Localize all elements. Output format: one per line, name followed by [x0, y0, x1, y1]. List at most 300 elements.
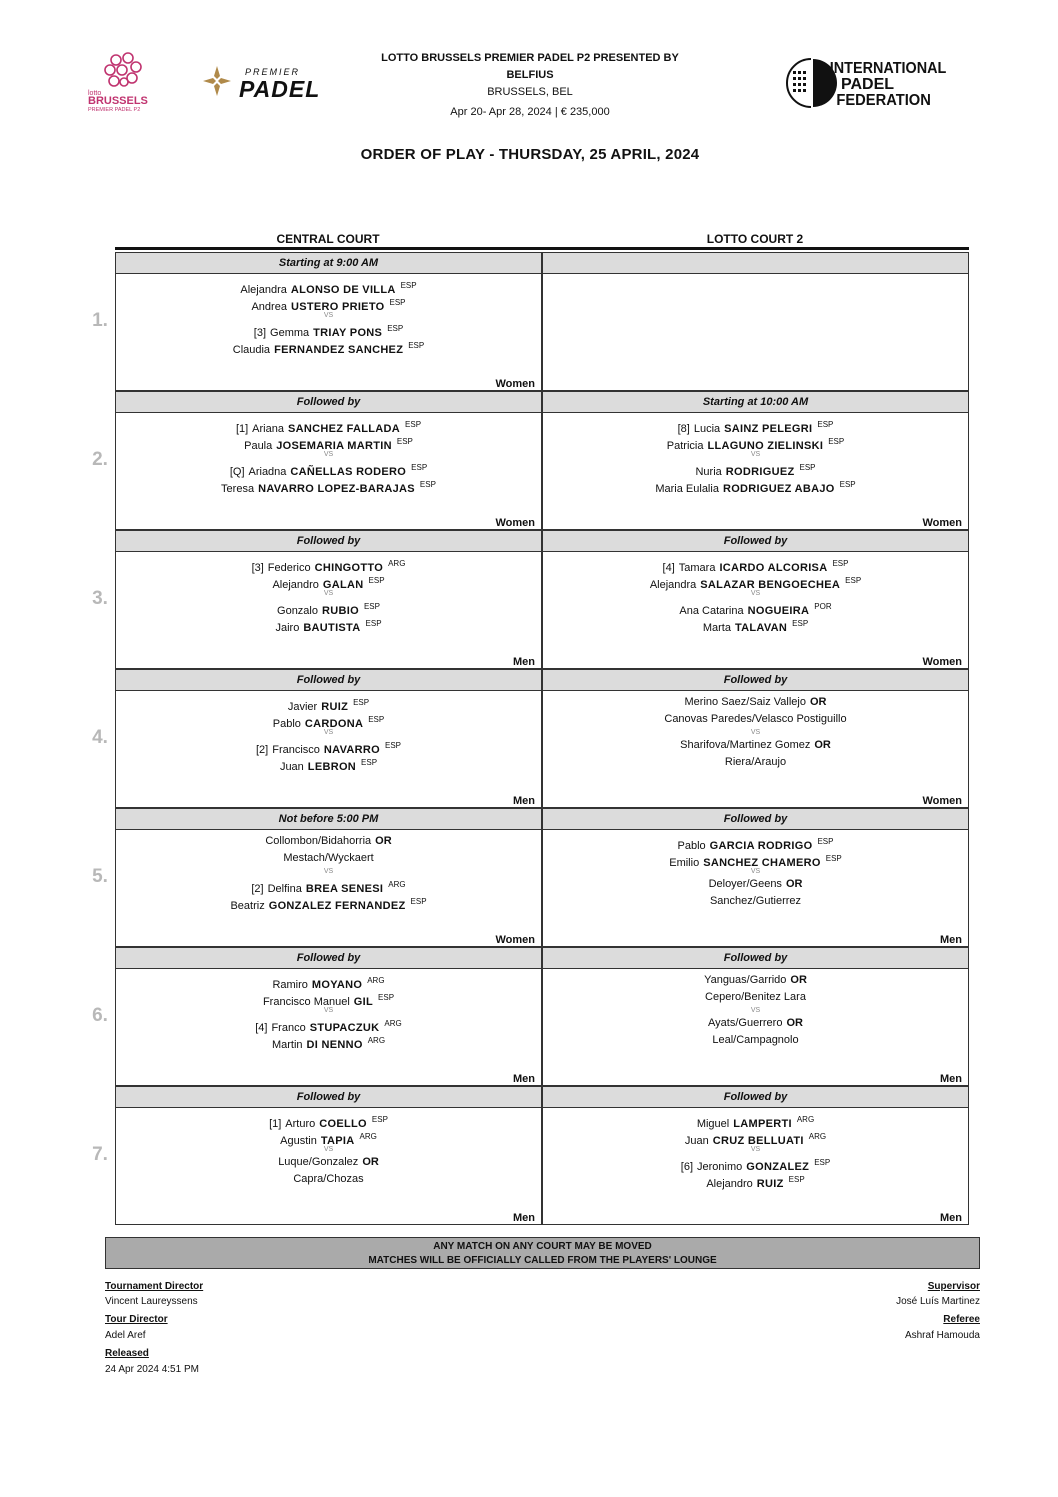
match-cell	[115, 413, 542, 530]
player-last-name: SAINZ PELEGRI	[724, 423, 813, 435]
notice-banner	[105, 1237, 980, 1269]
tour-director-name: Adel Aref	[105, 1330, 146, 1341]
player-first-name: Arturo	[285, 1118, 316, 1130]
match-category: Men	[940, 934, 962, 946]
player-seed: [4]	[255, 1021, 268, 1034]
player-last-name: LAMPERTI	[733, 1118, 792, 1130]
court-header-lotto-2: LOTTO COURT 2	[706, 232, 804, 246]
player-nationality: ESP	[410, 897, 427, 907]
player-nationality: ARG	[367, 976, 385, 985]
or-label: OR	[809, 696, 827, 708]
player-first-name: Gonzalo	[277, 604, 318, 617]
match-cell	[542, 830, 969, 947]
player-last-name: NOGUEIRA	[747, 604, 810, 617]
player-first-name: Alejandra	[240, 284, 287, 296]
player-nationality: ESP	[378, 993, 395, 1003]
player-line	[543, 598, 968, 615]
player-nationality: ARG	[388, 879, 406, 889]
match-category: Women	[495, 378, 535, 390]
player-first-name: Ramiro	[272, 979, 308, 991]
pair-names: Deloyer/Geens	[708, 877, 782, 890]
match-category: Men	[513, 656, 535, 668]
player-first-name: Andrea	[251, 301, 287, 314]
player-last-name: TAPIA	[320, 1135, 355, 1148]
player-first-name: Ariadna	[248, 465, 287, 478]
player-last-name: RUIZ	[321, 701, 349, 713]
player-line	[116, 989, 541, 1009]
match-cell	[542, 691, 969, 808]
player-first-name: Alejandro	[272, 579, 319, 592]
svg-text:BRUSSELS: BRUSSELS	[88, 95, 148, 107]
player-line	[543, 833, 968, 850]
player-last-name: COELLO	[319, 1118, 367, 1130]
player-last-name: GARCIA RODRIGO	[709, 840, 813, 852]
player-nationality: ESP	[361, 758, 378, 768]
supervisor-title: Supervisor	[927, 1281, 980, 1292]
player-nationality: ARG	[359, 1132, 377, 1142]
notice-line-2: MATCHES WILL BE OFFICIALLY CALLED FROM THE PLAYERS' LOUNGE	[368, 1255, 717, 1266]
match-lines	[543, 833, 968, 911]
row-number: 2.	[92, 449, 108, 470]
time-label: Starting at 10:00 AM	[542, 391, 969, 413]
tournament-title-line2: BELFIUS	[506, 69, 554, 81]
player-nationality: ESP	[371, 1115, 388, 1124]
match-cell	[115, 1108, 542, 1225]
player-nationality: ESP	[408, 341, 425, 351]
player-last-name: LLAGUNO ZIELINSKI	[707, 440, 824, 453]
player-first-name: Lucia	[693, 423, 721, 435]
match-lines	[543, 972, 968, 1050]
match-cell	[542, 1108, 969, 1225]
player-last-name: RODRIGUEZ	[725, 465, 795, 478]
vs-label: VS	[323, 589, 334, 597]
player-line	[543, 876, 968, 893]
player-first-name: Francisco Manuel	[262, 996, 350, 1009]
svg-text:INTERNATIONAL: INTERNATIONAL	[829, 59, 947, 78]
row-number: 6.	[92, 1005, 108, 1026]
vs-label: VS	[750, 589, 761, 597]
player-line	[116, 277, 541, 294]
tournament-director-title: Tournament Director	[105, 1281, 204, 1292]
vs-label: VS	[323, 867, 334, 875]
match-cell	[115, 830, 542, 947]
pair-names: Cepero/Benitez Lara	[705, 991, 806, 1004]
player-nationality: ESP	[411, 462, 428, 472]
or-label: OR	[786, 1016, 803, 1029]
player-nationality: ARG	[367, 1036, 386, 1046]
player-first-name: Paula	[244, 440, 273, 453]
pair-names: Luque/Gonzalez	[278, 1155, 359, 1168]
player-first-name: Miguel	[696, 1118, 730, 1130]
match-cell	[542, 274, 969, 391]
player-first-name: Jairo	[275, 622, 300, 635]
time-label: Followed by	[115, 669, 542, 691]
player-nationality: ESP	[400, 281, 417, 290]
player-last-name: GALAN	[322, 579, 364, 592]
player-seed: [4]	[662, 562, 675, 574]
time-label: Followed by	[115, 391, 542, 413]
court-header-central: CENTRAL COURT	[276, 232, 380, 246]
time-label: Not before 5:00 PM	[115, 808, 542, 830]
player-last-name: NAVARRO	[323, 743, 380, 756]
player-last-name: STUPACZUK	[309, 1021, 380, 1034]
player-nationality: ESP	[387, 323, 404, 333]
player-seed: [Q]	[229, 465, 245, 478]
player-nationality: ESP	[792, 619, 809, 629]
vs-label: VS	[750, 450, 761, 458]
match-category: Women	[922, 656, 962, 668]
player-line	[116, 876, 541, 893]
player-line	[543, 989, 968, 1006]
released-title: Released	[105, 1348, 149, 1359]
svg-text:FEDERATION: FEDERATION	[836, 91, 931, 110]
player-nationality: ESP	[817, 837, 834, 846]
player-line	[116, 711, 541, 731]
player-line	[116, 694, 541, 711]
player-first-name: Martin	[271, 1039, 303, 1052]
player-first-name: Maria Eulalia	[655, 483, 719, 496]
or-label: OR	[790, 974, 807, 986]
vs-label: VS	[323, 450, 334, 458]
player-first-name: Ariana	[252, 423, 284, 435]
match-cell	[542, 413, 969, 530]
vs-label: VS	[323, 1145, 334, 1153]
pair-names: Merino Saez/Saiz Vallejo	[684, 696, 806, 708]
player-nationality: ESP	[419, 480, 436, 490]
player-first-name: Tamara	[678, 562, 716, 574]
player-line	[116, 1154, 541, 1171]
pair-names: Riera/Araujo	[724, 756, 787, 769]
player-last-name: CHINGOTTO	[314, 562, 384, 574]
vs-label: VS	[750, 1145, 761, 1153]
player-first-name: Federico	[267, 562, 311, 574]
player-nationality: ESP	[385, 740, 402, 750]
player-line	[116, 1171, 541, 1188]
match-cell	[115, 691, 542, 808]
row-number: 7.	[92, 1144, 108, 1165]
player-first-name: Emilio	[669, 857, 700, 870]
player-line	[543, 572, 968, 592]
time-label: Followed by	[542, 669, 969, 691]
pair-names: Sharifova/Martinez Gomez	[680, 738, 811, 751]
match-category: Women	[922, 795, 962, 807]
player-last-name: TRIAY PONS	[313, 326, 383, 339]
player-last-name: CAÑELLAS RODERO	[290, 465, 407, 478]
match-lines	[543, 416, 968, 494]
player-nationality: ESP	[363, 601, 380, 611]
order-of-play-title: ORDER OF PLAY - THURSDAY, 25 APRIL, 2024	[360, 146, 700, 163]
match-category: Women	[495, 517, 535, 529]
player-nationality: ESP	[817, 420, 834, 429]
player-first-name: Agustin	[280, 1135, 317, 1148]
match-category: Women	[495, 934, 535, 946]
player-line	[543, 754, 968, 771]
player-line	[116, 572, 541, 592]
player-nationality: ESP	[788, 1175, 805, 1185]
player-line	[116, 555, 541, 572]
match-category: Men	[513, 1212, 535, 1224]
player-nationality: ESP	[839, 480, 856, 490]
player-line	[543, 694, 968, 711]
tournament-director-name: Vincent Laureyssens	[105, 1296, 198, 1307]
vs-label: VS	[323, 311, 334, 319]
pair-names: Mestach/Wyckaert	[283, 852, 374, 865]
player-line	[543, 1015, 968, 1032]
premier-padel-logo	[203, 62, 353, 100]
player-first-name: Juan	[684, 1135, 709, 1148]
player-nationality: ESP	[368, 715, 385, 725]
player-line	[116, 433, 541, 453]
player-last-name: RODRIGUEZ ABAJO	[722, 483, 835, 496]
player-last-name: ICARDO ALCORISA	[719, 562, 828, 574]
time-label: Followed by	[542, 530, 969, 552]
match-lines	[116, 694, 541, 772]
player-seed: [3]	[251, 562, 264, 574]
player-line	[116, 833, 541, 850]
or-label: OR	[375, 835, 392, 847]
player-line	[543, 893, 968, 910]
player-line	[116, 598, 541, 615]
match-lines	[116, 1111, 541, 1189]
player-last-name: MOYANO	[311, 979, 363, 991]
vs-label: VS	[750, 728, 761, 736]
vs-label: VS	[323, 1006, 334, 1014]
match-category: Women	[922, 517, 962, 529]
player-first-name: Teresa	[221, 483, 255, 496]
player-last-name: RUBIO	[322, 604, 359, 617]
pair-names: Sanchez/Gutierrez	[709, 895, 802, 908]
time-label: Followed by	[542, 808, 969, 830]
match-category: Men	[513, 1073, 535, 1085]
svg-text:PADEL: PADEL	[841, 76, 895, 93]
time-label	[542, 252, 969, 274]
player-nationality: ESP	[396, 437, 413, 447]
player-nationality: ESP	[405, 420, 422, 429]
svg-text:PADEL: PADEL	[239, 76, 321, 102]
player-seed: [2]	[255, 743, 269, 756]
player-nationality: ARG	[808, 1132, 827, 1142]
player-line	[116, 416, 541, 433]
player-line	[543, 1128, 968, 1148]
time-label: Followed by	[542, 947, 969, 969]
match-lines	[543, 555, 968, 633]
player-seed: [1]	[269, 1118, 282, 1130]
pair-names: Ayats/Guerrero	[708, 1016, 783, 1029]
player-line	[116, 737, 541, 754]
player-seed: [2]	[251, 882, 264, 895]
player-nationality: POR	[814, 601, 832, 611]
tournament-city: BRUSSELS, BEL	[487, 86, 573, 98]
player-line	[543, 459, 968, 476]
svg-text:PREMIER: PREMIER	[245, 67, 301, 77]
notice-line-1: ANY MATCH ON ANY COURT MAY BE MOVED	[433, 1241, 652, 1252]
tour-director-title: Tour Director	[105, 1314, 168, 1325]
player-first-name: Claudia	[232, 344, 271, 357]
player-nationality: ESP	[828, 437, 845, 447]
time-label: Followed by	[115, 947, 542, 969]
player-line	[116, 972, 541, 989]
player-first-name: Alejandra	[649, 579, 697, 592]
match-category: Men	[940, 1073, 962, 1085]
fip-logo	[783, 55, 947, 111]
player-last-name: SALAZAR BENGOECHEA	[700, 579, 841, 592]
player-last-name: CRUZ BELLUATI	[712, 1135, 804, 1148]
player-nationality: ESP	[832, 559, 849, 568]
player-line	[543, 972, 968, 989]
player-nationality: ESP	[368, 576, 385, 586]
player-line	[116, 893, 541, 913]
player-seed: [8]	[677, 423, 690, 435]
player-first-name: Pablo	[272, 718, 301, 731]
match-lines	[116, 277, 541, 355]
match-lines	[116, 555, 541, 633]
player-nationality: ESP	[814, 1157, 831, 1167]
player-first-name: Alejandro	[706, 1178, 753, 1191]
player-last-name: DI NENNO	[306, 1039, 363, 1052]
player-nationality: ESP	[389, 298, 406, 308]
player-nationality: ESP	[353, 698, 370, 707]
time-label: Followed by	[115, 1086, 542, 1108]
match-lines	[116, 416, 541, 494]
player-first-name: Pablo	[677, 840, 706, 852]
match-cell	[115, 969, 542, 1086]
pair-names: Canovas Paredes/Velasco Postiguillo	[664, 713, 847, 726]
match-cell	[542, 969, 969, 1086]
player-last-name: TALAVAN	[734, 622, 788, 635]
player-last-name: GIL	[353, 996, 374, 1009]
match-cell	[115, 274, 542, 391]
player-line	[116, 337, 541, 357]
player-last-name: RUIZ	[756, 1178, 784, 1191]
player-line	[543, 416, 968, 433]
tournament-title	[340, 50, 720, 84]
player-first-name: Ana Catarina	[679, 604, 744, 617]
player-nationality: ARG	[384, 1018, 402, 1028]
player-last-name: BAUTISTA	[303, 622, 361, 635]
player-nationality: ESP	[825, 854, 842, 864]
or-label: OR	[814, 738, 831, 751]
player-first-name: Francisco	[272, 743, 320, 756]
player-last-name: FERNANDEZ SANCHEZ	[274, 344, 404, 357]
player-seed: [1]	[235, 423, 249, 435]
player-line	[116, 320, 541, 337]
player-first-name: Jeronimo	[697, 1160, 743, 1173]
supervisor-name: José Luís Martinez	[896, 1296, 980, 1307]
player-line	[116, 476, 541, 496]
player-last-name: CARDONA	[304, 718, 364, 731]
tournament-dates: Apr 20- Apr 28, 2024 | € 235,000	[450, 106, 610, 118]
pair-names: Collombon/Bidahorria	[265, 835, 372, 847]
match-cell	[115, 552, 542, 669]
player-seed: [3]	[253, 326, 267, 339]
player-first-name: Franco	[271, 1021, 306, 1034]
player-line	[543, 433, 968, 453]
player-seed: [6]	[680, 1160, 694, 1173]
player-first-name: Javier	[287, 701, 318, 713]
time-label: Starting at 9:00 AM	[115, 252, 542, 274]
player-last-name: GONZALEZ	[746, 1160, 810, 1173]
player-line	[543, 615, 968, 635]
player-line	[543, 1032, 968, 1049]
player-first-name: Gemma	[270, 326, 310, 339]
row-number: 3.	[92, 588, 108, 609]
player-line	[116, 1111, 541, 1128]
player-line	[543, 850, 968, 870]
pair-names: Yanguas/Garrido	[704, 974, 787, 986]
vs-label: VS	[750, 867, 761, 875]
player-line	[543, 555, 968, 572]
time-label: Followed by	[542, 1086, 969, 1108]
match-category: Men	[513, 795, 535, 807]
player-line	[116, 850, 541, 867]
player-last-name: LEBRON	[307, 761, 357, 774]
row-number: 5.	[92, 866, 108, 887]
player-last-name: BREA SENESI	[305, 882, 384, 895]
time-label: Followed by	[115, 530, 542, 552]
referee-name: Ashraf Hamouda	[904, 1330, 980, 1341]
player-line	[543, 711, 968, 728]
player-line	[543, 737, 968, 754]
tournament-title-line1: LOTTO BRUSSELS PREMIER PADEL P2 PRESENTED BY	[381, 52, 679, 64]
referee-title: Referee	[943, 1314, 980, 1325]
or-label: OR	[785, 877, 803, 890]
player-line	[116, 459, 541, 476]
player-first-name: Delfina	[267, 882, 302, 895]
vs-label: VS	[323, 728, 334, 736]
player-last-name: GONZALEZ FERNANDEZ	[268, 900, 406, 913]
player-line	[116, 1128, 541, 1148]
player-last-name: ALONSO DE VILLA	[290, 284, 396, 296]
pair-names: Capra/Chozas	[293, 1173, 364, 1186]
player-first-name: Beatriz	[230, 900, 265, 913]
vs-label: VS	[750, 1006, 761, 1014]
player-line	[543, 1111, 968, 1128]
match-cell	[542, 552, 969, 669]
player-last-name: JOSEMARIA MARTIN	[276, 440, 392, 453]
player-line	[116, 754, 541, 774]
player-last-name: SANCHEZ FALLADA	[287, 423, 401, 435]
player-line	[116, 615, 541, 635]
player-first-name: Marta	[702, 622, 731, 635]
svg-text:PREMIER PADEL P2: PREMIER PADEL P2	[88, 107, 141, 113]
player-first-name: Juan	[279, 761, 304, 774]
match-lines	[116, 972, 541, 1050]
svg-text:lotto: lotto	[88, 90, 102, 97]
match-lines	[116, 833, 541, 911]
player-line	[116, 294, 541, 314]
player-nationality: ESP	[365, 619, 382, 629]
row-number: 1.	[92, 310, 108, 331]
player-line	[543, 1171, 968, 1191]
match-lines	[543, 694, 968, 772]
pair-names: Leal/Campagnolo	[712, 1034, 799, 1047]
match-lines	[543, 1111, 968, 1189]
player-line	[116, 1032, 541, 1052]
player-last-name: NAVARRO LOPEZ-BARAJAS	[258, 483, 415, 496]
player-last-name: SANCHEZ CHAMERO	[703, 857, 821, 870]
player-nationality: ESP	[845, 576, 862, 586]
player-line	[116, 1015, 541, 1032]
released-time: 24 Apr 2024 4:51 PM	[105, 1364, 199, 1375]
player-first-name: Patricia	[666, 440, 704, 453]
player-first-name: Nuria	[695, 465, 722, 478]
player-last-name: USTERO PRIETO	[290, 301, 385, 314]
brussels-logo	[86, 50, 164, 116]
row-number: 4.	[92, 727, 108, 748]
header-divider	[115, 247, 969, 250]
match-category: Men	[940, 1212, 962, 1224]
player-line	[543, 476, 968, 496]
